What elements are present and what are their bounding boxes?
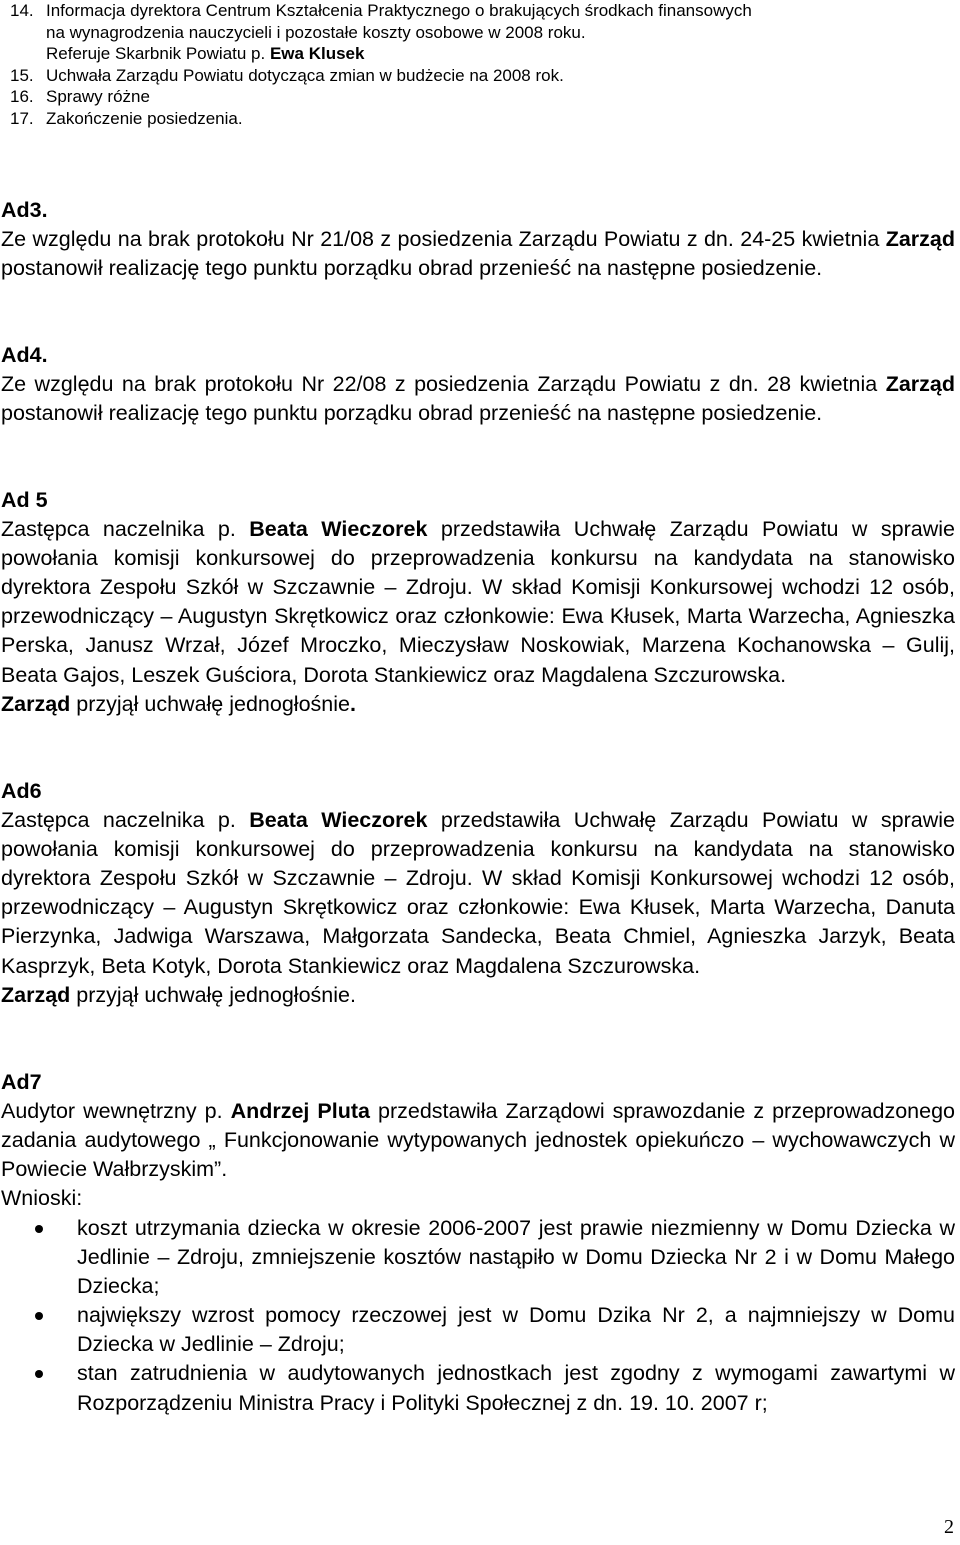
paragraph-text: postanowił realizację tego punktu porządku obrad przenieść na następne posiedzenie.: [1, 256, 823, 281]
bold-term: Zarząd: [1, 982, 71, 1007]
bold-term: Zarząd: [1, 691, 71, 716]
section-paragraph: [1, 1097, 955, 1184]
section-heading: Ad6: [1, 779, 42, 803]
person-name: Beata Wieczorek: [249, 808, 428, 833]
paragraph-text: Audytor wewnętrzny p.: [1, 1099, 231, 1124]
paragraph-text: przedstawiła Uchwałę Zarządu Powiatu w sprawie powołania komisji konkursowej do przeprowadzenia konkursu na kandydata na stanowisko dyrektora Zespołu Szkół w Szczawnie – Zdroju. W skład Komisji Konkursowej wchodzi 12 osób, przewodniczący – Augustyn Skrętkowicz oraz członkowie: Ewa Kłusek, Marta Warzecha, Danuta Pierzynka, Jadwiga Warszawa, Małgorzata Sandecka, Beata Chmiel, Agnieszka Jarzyk, Beata Kasprzyk, Beta Kotyk, Dorota Stankiewicz oraz Magdalena Szczurowska.: [1, 808, 955, 978]
bullet-icon: [1, 1214, 77, 1301]
section-ad4: [1, 341, 955, 428]
section-paragraph: [1, 370, 955, 428]
paragraph-text: przedstawiła Zarządowi sprawozdanie z przeprowadzonego zadania audytowego „ Funkcjonowanie wytypowanych jednostek opiekuńczo – wychowawczych w Powiecie Wałbrzyskim”.: [1, 1099, 955, 1182]
section-heading: Ad7: [1, 1070, 42, 1094]
bullet-icon: [1, 1359, 77, 1417]
list-item: [1, 1301, 955, 1359]
paragraph-text: Ze względu na brak protokołu Nr 21/08 z posiedzenia Zarządu Powiatu z dn. 24-25 kwietnia: [1, 227, 886, 252]
conclusion-text: przyjął uchwałę jednogłośnie.: [70, 982, 356, 1007]
section-heading: Ad3.: [1, 198, 48, 222]
agenda-item-number: 16.: [10, 87, 34, 106]
list-item-text: stan zatrudnienia w audytowanych jednostkach jest zgodny z wymogami zawartymi w Rozporządzeniu Ministra Pracy i Polityki Społecznej z dn. 19. 10. 2007 r;: [77, 1361, 955, 1415]
agenda-item-text: Informacja dyrektora Centrum Kształcenia Praktycznego o brakujących środkach finansowych: [46, 1, 752, 20]
list-item: [1, 1359, 955, 1417]
section-ad7: [1, 1068, 955, 1213]
conclusions-label: Wnioski:: [1, 1186, 83, 1211]
agenda-item-14: [10, 0, 955, 22]
bold-term: Zarząd: [885, 372, 955, 397]
section-ad3: [1, 196, 955, 283]
bullet-icon: [1, 1301, 77, 1359]
paragraph-text: przedstawiła Uchwałę Zarządu Powiatu w sprawie powołania komisji konkursowej do przeprowadzenia konkursu na kandydata na stanowisko dyrektora Zespołu Szkół w Szczawnie – Zdroju. W skład Komisji Konkursowej wchodzi 12 osób, przewodniczący – Augustyn Skrętkowicz oraz członkowie: Ewa Kłusek, Marta Warzecha, Agnieszka Perska, Janusz Wrzał, Józef Mroczko, Mieczysław Noskowiak, Marzena Kochanowska – Gulij, Beata Gajos, Leszek Guściora, Dorota Stankiewicz oraz Magdalena Szczurowska.: [1, 517, 955, 687]
list-item-text: największy wzrost pomocy rzeczowej jest w Domu Dzika Nr 2, a najmniejszy w Domu Dziecka w Jedlinie – Zdroju;: [77, 1303, 955, 1357]
section-heading: Ad4.: [1, 343, 48, 367]
list-item-text: koszt utrzymania dziecka w okresie 2006-2007 jest prawie niezmienny w Domu Dziecka w Jedlinie – Zdroju, zmniejszenie kosztów nastąpiło w Domu Dziecka Nr 2 i w Domu Małego Dziecka;: [77, 1216, 955, 1299]
list-item: [1, 1214, 955, 1301]
paragraph-text: Zastępca naczelnika p.: [1, 808, 250, 833]
agenda-item-referent: [10, 43, 955, 65]
agenda-item-number: 14.: [10, 1, 34, 20]
agenda-item-17: [10, 108, 955, 130]
agenda-item-text: Zakończenie posiedzenia.: [46, 108, 243, 128]
section-ad5: [1, 486, 955, 719]
bold-term: Zarząd: [885, 227, 955, 252]
section-ad6: [1, 777, 955, 1010]
agenda-item-15: [10, 65, 955, 87]
agenda-item-number: 17.: [10, 108, 34, 128]
section-paragraph: [1, 515, 955, 690]
referent-name: Ewa Klusek: [269, 44, 365, 63]
section-paragraph: [1, 806, 955, 981]
section-conclusion: [1, 690, 955, 719]
section-conclusion: [1, 981, 955, 1010]
agenda-item-number: 15.: [10, 65, 34, 85]
referent-prefix: Referuje Skarbnik Powiatu p.: [46, 44, 270, 63]
agenda-item-16: [10, 86, 955, 108]
agenda-list: [10, 0, 955, 129]
agenda-item-continuation: na wynagrodzenia nauczycieli i pozostałe koszty osobowe w 2008 roku.: [46, 22, 586, 42]
page-number: 2: [944, 1516, 954, 1538]
paragraph-text: postanowił realizację tego punktu porządku obrad przenieść na następne posiedzenie.: [1, 401, 823, 426]
conclusions-list: [1, 1214, 955, 1418]
agenda-item-text: Sprawy różne: [46, 87, 150, 106]
section-paragraph: [1, 225, 955, 283]
person-name: Andrzej Pluta: [230, 1099, 370, 1124]
conclusion-period: .: [349, 691, 356, 716]
agenda-item-text: Uchwała Zarządu Powiatu dotycząca zmian w budżecie na 2008 rok.: [46, 65, 564, 85]
person-name: Beata Wieczorek: [249, 517, 428, 542]
conclusion-text: przyjął uchwałę jednogłośnie: [70, 691, 350, 716]
section-heading: Ad 5: [1, 488, 48, 512]
paragraph-text: Zastępca naczelnika p.: [1, 517, 250, 542]
paragraph-text: Ze względu na brak protokołu Nr 22/08 z posiedzenia Zarządu Powiatu z dn. 28 kwietnia: [1, 372, 886, 397]
